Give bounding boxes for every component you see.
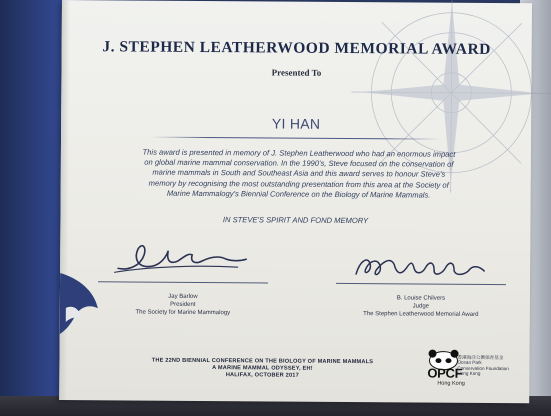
signature-jay-barlow <box>108 236 248 277</box>
footer-line-3: HALIFAX, OCTOBER 2017 <box>225 372 299 379</box>
certificate-paper <box>59 0 532 403</box>
signature-line-right <box>336 283 506 285</box>
signatory-role: President <box>170 301 196 308</box>
presented-to-label: Presented To <box>271 67 322 78</box>
signature-line-left <box>98 281 268 283</box>
logo-caption <box>457 355 527 377</box>
logo-english-3: Hong Kong <box>457 370 481 377</box>
signatory-name: Jay Barlow <box>168 293 198 300</box>
logo-english-1: Ocean Park <box>457 360 482 366</box>
award-title: J. STEPHEN LEATHERWOOD MEMORIAL AWARD <box>102 38 491 58</box>
logo-mark: OPCF <box>427 365 463 381</box>
signature-louise-chilvers <box>350 250 490 283</box>
signatory-org: The Society for Marine Mammalogy <box>135 309 231 317</box>
logo-sub: Hong Kong <box>437 380 465 387</box>
recipient-name: YI HAN <box>271 115 321 132</box>
award-citation: This award is presented in memory of J. Stephen Leatherwood who had an enormous impact on global marine mammal conservation. In the 1990's, Steve focused on the conservation of marine mammals in South and Southeast Asia and this award serves to honour Steve's memory by recognising the most outstanding presentation from this area at the Society of Marine Mammalogy's Biennial Conference on the Biology of Marine Mammals. <box>142 147 456 200</box>
paper-edge-shadow <box>59 0 70 400</box>
footer-line-2: A MARINE MAMMAL ODYSSEY, EH! <box>212 365 313 372</box>
signatory-org: The Stephen Leatherwood Memorial Award <box>363 311 479 318</box>
signatory-right <box>336 294 506 319</box>
signatory-role: Judge <box>412 303 430 310</box>
conference-footer <box>147 358 377 381</box>
logo-chinese: 香港海洋公園保育基金 <box>457 354 504 361</box>
footer-line-1: THE 22ND BIENNIAL CONFERENCE ON THE BIOLOGY OF MARINE MAMMALS <box>151 357 374 366</box>
signatory-name: B. Louise Chilvers <box>396 295 446 302</box>
award-motto: IN STEVE'S SPIRIT AND FOND MEMORY <box>222 215 369 226</box>
logo-english-2: Conservation Foundation <box>457 365 509 371</box>
signatory-left <box>98 292 268 317</box>
